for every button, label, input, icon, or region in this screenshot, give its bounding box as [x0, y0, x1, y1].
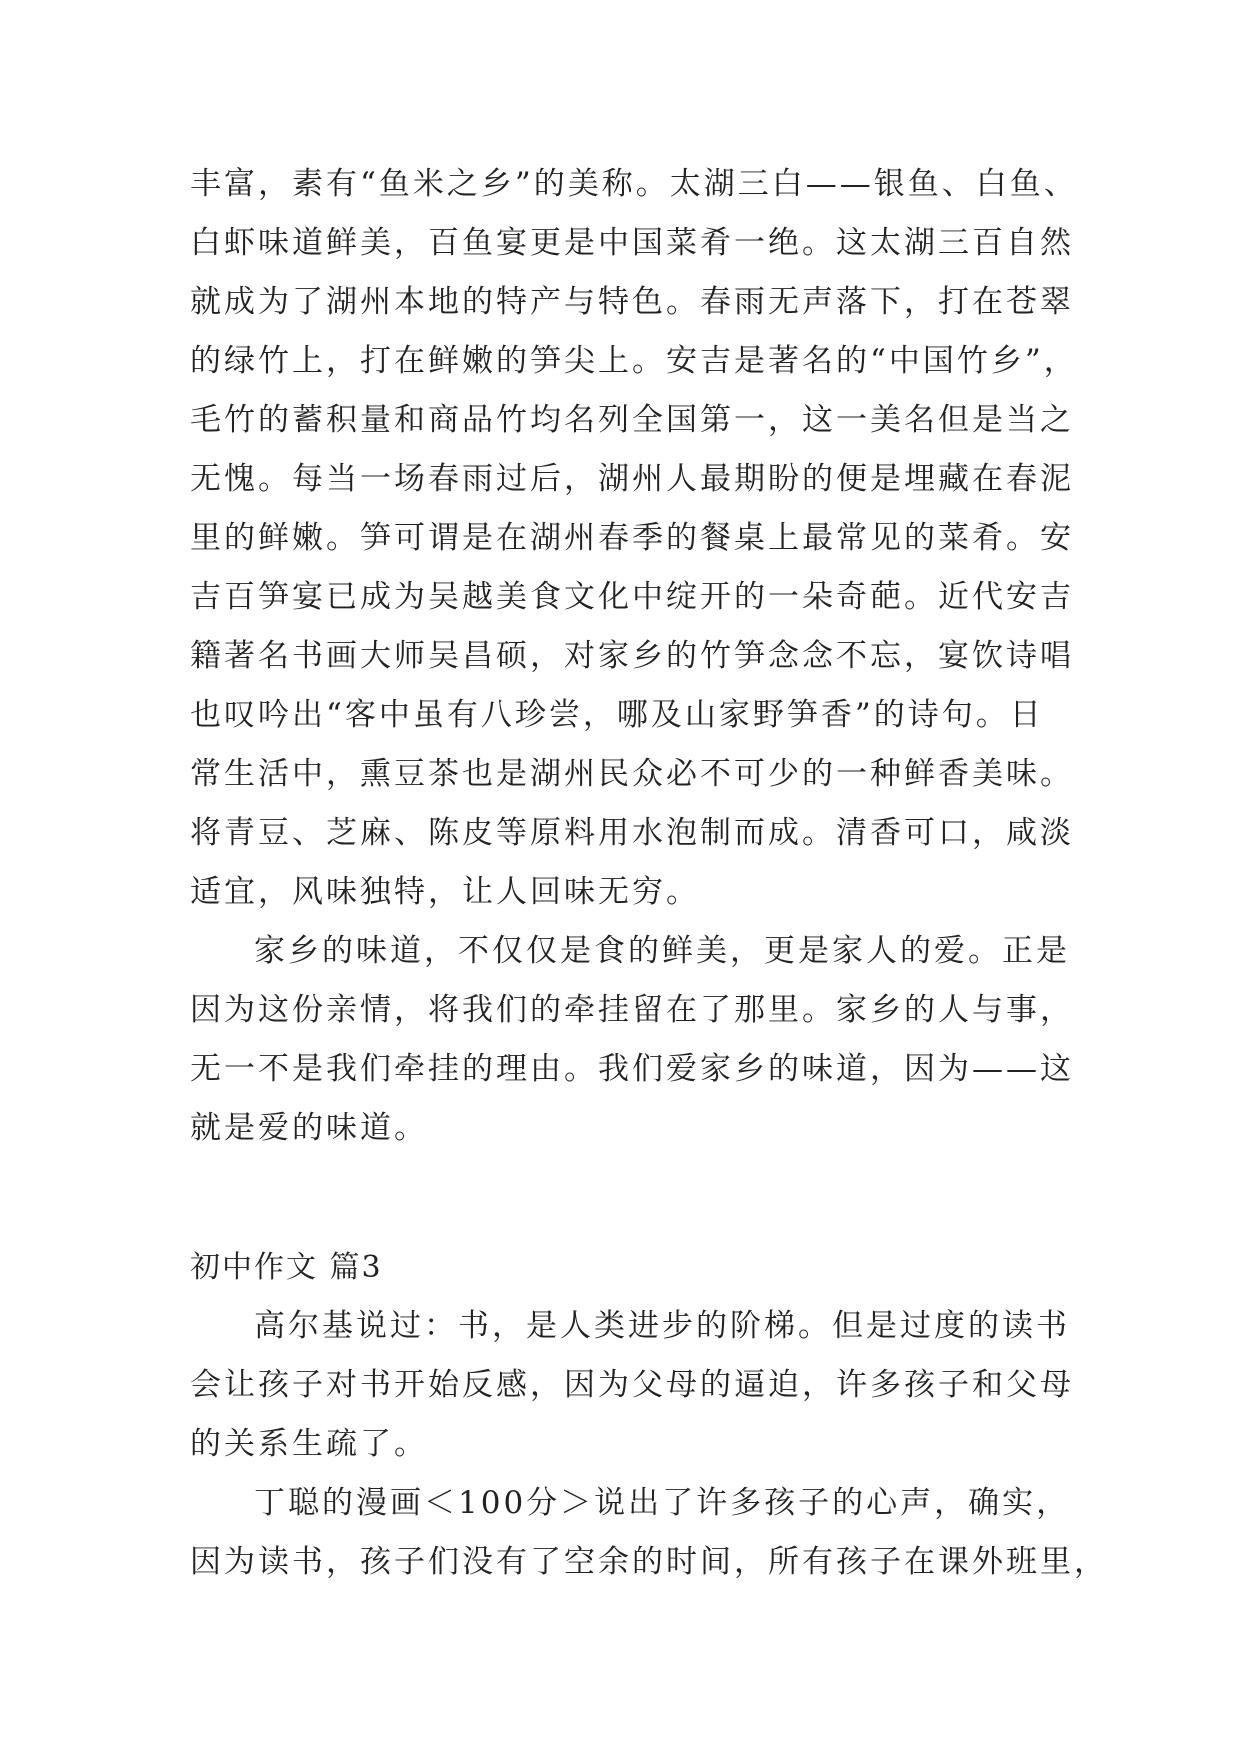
text-line: 会让孩子对书开始反感，因为父母的逼迫，许多孩子和父母	[190, 1367, 1074, 1403]
text-line: 里的鲜嫩。笋可谓是在湖州春季的餐桌上最常见的菜肴。安	[190, 520, 1074, 556]
paragraph	[190, 1474, 1108, 1592]
text-line: 家乡的味道，不仅仅是食的鲜美，更是家人的爱。正是	[254, 933, 1070, 969]
text-line: 吉百笋宴已成为吴越美食文化中绽开的一朵奇葩。近代安吉	[190, 579, 1074, 615]
text-line: 将青豆、芝麻、陈皮等原料用水泡制而成。清香可口，咸淡	[190, 815, 1074, 851]
text-line: 就成为了湖州本地的特产与特色。春雨无声落下，打在苍翠	[190, 284, 1074, 320]
text-line: 丁聪的漫画＜100分＞说出了许多孩子的心声，确实，	[254, 1485, 1071, 1521]
document-page	[190, 155, 1108, 1592]
text-line: 因为读书，孩子们没有了空余的时间，所有孩子在课外班里，	[190, 1544, 1108, 1580]
text-line: 的关系生疏了。	[190, 1426, 428, 1462]
text-line: 无愧。每当一场春雨过后，湖州人最期盼的便是埋藏在春泥	[190, 461, 1074, 497]
section-heading: 初中作文 篇3	[190, 1250, 383, 1285]
section-gap	[190, 1158, 1054, 1238]
paragraph	[190, 1297, 1074, 1474]
text-line: 的绿竹上，打在鲜嫩的笋尖上。安吉是著名的“中国竹乡”，	[190, 343, 1078, 379]
text-line: 就是爱的味道。	[190, 1110, 428, 1146]
text-line: 丰富，素有“鱼米之乡”的美称。太湖三白——银鱼、白鱼、	[190, 166, 1078, 202]
paragraph	[190, 922, 1074, 1158]
paragraph	[190, 155, 1078, 922]
text-line: 高尔基说过：书，是人类进步的阶梯。但是过度的读书	[254, 1308, 1070, 1344]
text-line: 无一不是我们牵挂的理由。我们爱家乡的味道，因为——这	[190, 1051, 1074, 1087]
text-line: 籍著名书画大师吴昌硕，对家乡的竹笋念念不忘，宴饮诗唱	[190, 638, 1074, 674]
text-line: 因为这份亲情，将我们的牵挂留在了那里。家乡的人与事，	[190, 992, 1074, 1028]
text-line: 常生活中，熏豆茶也是湖州民众必不可少的一种鲜香美味。	[190, 756, 1074, 792]
text-line: 适宜，风味独特，让人回味无穷。	[190, 874, 700, 910]
text-line: 毛竹的蓄积量和商品竹均名列全国第一，这一美名但是当之	[190, 402, 1074, 438]
text-line: 白虾味道鲜美，百鱼宴更是中国菜肴一绝。这太湖三百自然	[190, 225, 1074, 261]
text-line: 也叹吟出“客中虽有八珍尝，哪及山家野笋香”的诗句。日	[190, 697, 1044, 733]
